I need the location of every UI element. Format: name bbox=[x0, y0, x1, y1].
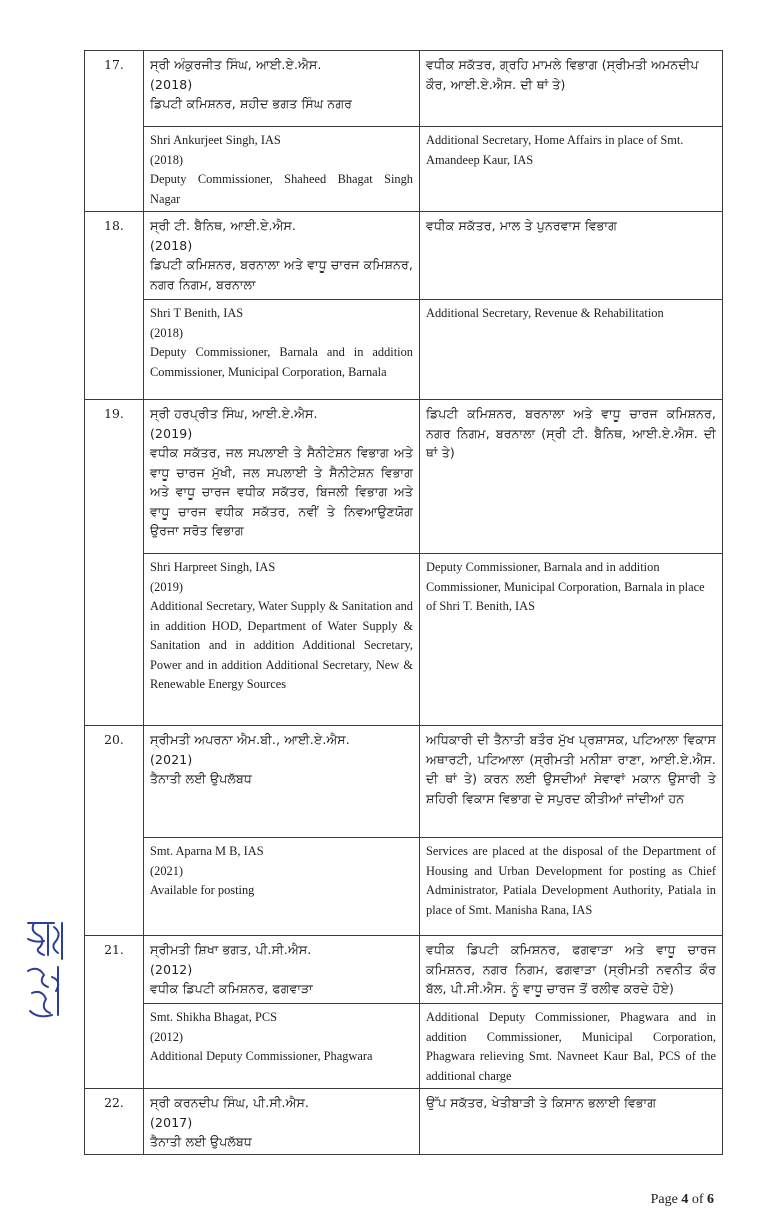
batch-year: (2019) bbox=[150, 579, 184, 594]
current-post: Additional Deputy Commissioner, Phagwara bbox=[150, 1049, 373, 1063]
new-posting-english: Additional Secretary, Home Affairs in place of Smt. Amandeep Kaur, IAS bbox=[420, 127, 723, 212]
officer-name-punjabi bbox=[144, 51, 420, 127]
officer-name: Shri Harpreet Singh, IAS bbox=[150, 560, 276, 574]
batch-year: (2021) bbox=[150, 751, 193, 767]
table-row bbox=[85, 400, 723, 554]
officer-name-punjabi bbox=[144, 936, 420, 1004]
batch-year: (2021) bbox=[150, 863, 184, 878]
batch-year: (2012) bbox=[150, 1029, 184, 1044]
new-posting-punjabi: ਉੱਪ ਸਕੱਤਰ, ਖੇਤੀਬਾੜੀ ਤੇ ਕਿਸਾਨ ਭਲਾਈ ਵਿਭਾਗ bbox=[420, 1089, 723, 1155]
officer-name-punjabi bbox=[144, 400, 420, 554]
serial-number: 22. bbox=[85, 1089, 144, 1155]
table-row bbox=[85, 51, 723, 127]
serial-number: 21. bbox=[85, 936, 144, 1089]
transfer-orders-table bbox=[84, 50, 723, 1155]
serial-number: 20. bbox=[85, 726, 144, 936]
transfer-rows bbox=[85, 51, 723, 1155]
officer-name-punjabi bbox=[144, 726, 420, 838]
officer-name-english bbox=[144, 838, 420, 936]
officer-name: ਸ੍ਰੀ ਹਰਪ੍ਰੀਤ ਸਿੰਘ, ਆਈ.ਏ.ਐਸ. bbox=[150, 406, 318, 421]
new-posting-punjabi: ਡਿਪਟੀ ਕਮਿਸ਼ਨਰ, ਬਰਨਾਲਾ ਅਤੇ ਵਾਧੂ ਚਾਰਜ ਕਮਿਸ਼ਨਰ, ਨਗਰ ਨਿਗਮ, ਬਰਨਾਲਾ (ਸ੍ਰੀ ਟੀ. ਬੈਨਿਥ, ਆਈ.ਏ.ਐਸ. ਦੀ ਥਾਂ ਤੇ) bbox=[420, 400, 723, 554]
table-row bbox=[85, 1004, 723, 1089]
batch-year: (2018) bbox=[150, 152, 184, 167]
officer-name: Smt. Shikha Bhagat, PCS bbox=[150, 1010, 278, 1024]
batch-year: (2019) bbox=[150, 425, 193, 441]
current-post: Additional Secretary, Water Supply & Sanitation and in addition HOD, Department of Water Supply & Sanitation and in addition Additional Secretary, Power and in addition Additional Secretary, New & Renewable Energy Sources bbox=[150, 599, 413, 691]
new-posting-punjabi: ਵਧੀਕ ਡਿਪਟੀ ਕਮਿਸ਼ਨਰ, ਫਗਵਾੜਾ ਅਤੇ ਵਾਧੂ ਚਾਰਜ ਕਮਿਸ਼ਨਰ, ਨਗਰ ਨਿਗਮ, ਫਗਵਾੜਾ (ਸ੍ਰੀਮਤੀ ਨਵਨੀਤ ਕੌਰ ਬੱਲ, ਪੀ.ਸੀ.ਐਸ. ਨੂੰ ਵਾਧੂ ਚਾਰਜ ਤੋਂ ਰਲੀਵ ਕਰਦੇ ਹੋਏ) bbox=[420, 936, 723, 1004]
new-posting-english: Services are placed at the disposal of the Department of Housing and Urban Development for posting as Chief Administrator, Patiala Development Authority, Patiala in place of Smt. Manisha Rana, IAS bbox=[420, 838, 723, 936]
officer-name-punjabi bbox=[144, 212, 420, 300]
current-post: Deputy Commissioner, Shaheed Bhagat Singh Nagar bbox=[150, 172, 413, 206]
officer-name: ਸ੍ਰੀ ਕਰਨਦੀਪ ਸਿੰਘ, ਪੀ.ਸੀ.ਐਸ. bbox=[150, 1095, 310, 1110]
batch-year: (2012) bbox=[150, 961, 193, 977]
table-row bbox=[85, 127, 723, 212]
new-posting-english: Additional Secretary, Revenue & Rehabilitation bbox=[420, 300, 723, 400]
batch-year: (2018) bbox=[150, 237, 193, 253]
page-footer bbox=[651, 1192, 714, 1208]
table-row bbox=[85, 838, 723, 936]
serial-number: 19. bbox=[85, 400, 144, 726]
officer-name-punjabi bbox=[144, 1089, 420, 1155]
officer-name-english bbox=[144, 554, 420, 726]
officer-name: ਸ੍ਰੀਮਤੀ ਅਪਰਨਾ ਐਮ.ਬੀ., ਆਈ.ਏ.ਐਸ. bbox=[150, 732, 350, 747]
current-post: ਤੈਨਾਤੀ ਲਈ ਉਪਲੱਬਧ bbox=[150, 771, 252, 786]
current-post: ਡਿਪਟੀ ਕਮਿਸ਼ਨਰ, ਬਰਨਾਲਾ ਅਤੇ ਵਾਧੂ ਚਾਰਜ ਕਮਿਸ਼ਨਰ, ਨਗਰ ਨਿਗਮ, ਬਰਨਾਲਾ bbox=[150, 257, 413, 292]
serial-number: 17. bbox=[85, 51, 144, 212]
batch-year: (2018) bbox=[150, 325, 184, 340]
page-label: Page bbox=[650, 1192, 682, 1207]
officer-name: Smt. Aparna M B, IAS bbox=[150, 844, 264, 858]
table-row bbox=[85, 936, 723, 1004]
batch-year: (2017) bbox=[150, 1114, 193, 1130]
current-post: Available for posting bbox=[150, 883, 255, 897]
officer-name: Shri Ankurjeet Singh, IAS bbox=[150, 133, 281, 147]
current-post: ਡਿਪਟੀ ਕਮਿਸ਼ਨਰ, ਸ਼ਹੀਦ ਭਗਤ ਸਿੰਘ ਨਗਰ bbox=[150, 96, 353, 111]
total-pages-number: 6 bbox=[707, 1192, 714, 1207]
current-post: ਵਧੀਕ ਡਿਪਟੀ ਕਮਿਸ਼ਨਰ, ਫਗਵਾੜਾ bbox=[150, 981, 313, 996]
current-post: Deputy Commissioner, Barnala and in addition Commissioner, Municipal Corporation, Barnala bbox=[150, 345, 413, 379]
table-row bbox=[85, 726, 723, 838]
new-posting-punjabi: ਵਧੀਕ ਸਕੱਤਰ, ਗ੍ਰਹਿ ਮਾਮਲੇ ਵਿਭਾਗ (ਸ੍ਰੀਮਤੀ ਅਮਨਦੀਪ ਕੌਰ, ਆਈ.ਏ.ਐਸ. ਦੀ ਥਾਂ ਤੇ) bbox=[420, 51, 723, 127]
officer-name: ਸ੍ਰੀ ਅੰਕੁਰਜੀਤ ਸਿੰਘ, ਆਈ.ਏ.ਐਸ. bbox=[150, 57, 322, 72]
officer-name-english bbox=[144, 127, 420, 212]
page-of-label: of bbox=[688, 1192, 707, 1207]
current-post: ਤੈਨਾਤੀ ਲਈ ਉਪਲੱਬਧ bbox=[150, 1134, 252, 1149]
new-posting-punjabi: ਵਧੀਕ ਸਕੱਤਰ, ਮਾਲ ਤੇ ਪੁਨਰਵਾਸ ਵਿਭਾਗ bbox=[420, 212, 723, 300]
signature bbox=[18, 915, 78, 1025]
officer-name: ਸ੍ਰੀਮਤੀ ਸ਼ਿਖਾ ਭਗਤ, ਪੀ.ਸੀ.ਐਸ. bbox=[150, 942, 312, 957]
table-row bbox=[85, 300, 723, 400]
officer-name: ਸ੍ਰੀ ਟੀ. ਬੈਨਿਥ, ਆਈ.ਏ.ਐਸ. bbox=[150, 218, 297, 233]
current-post: ਵਧੀਕ ਸਕੱਤਰ, ਜਲ ਸਪਲਾਈ ਤੇ ਸੈਨੀਟੇਸ਼ਨ ਵਿਭਾਗ ਅਤੇ ਵਾਧੂ ਚਾਰਜ ਮੁੱਖੀ, ਜਲ ਸਪਲਾਈ ਤੇ ਸੈਨੀਟੇਸ਼ਨ ਵਿਭਾਗ ਅਤੇ ਵਾਧੂ ਚਾਰਜ ਵਧੀਕ ਸਕੱਤਰ, ਬਿਜਲੀ ਵਿਭਾਗ ਅਤੇ ਵਾਧੂ ਚਾਰਜ ਵਧੀਕ ਸਕੱਤਰ, ਨਵੀਂ ਤੇ ਨਿਵਆਉਣਯੋਗ ਉਰਜਾ ਸਰੋਤ ਵਿਭਾਗ bbox=[150, 445, 413, 538]
table-row bbox=[85, 212, 723, 300]
new-posting-english: Deputy Commissioner, Barnala and in addition Commissioner, Municipal Corporation, Barnala in place of Shri T. Benith, IAS bbox=[420, 554, 723, 726]
new-posting-punjabi: ਅਧਿਕਾਰੀ ਦੀ ਤੈਨਾਤੀ ਬਤੌਰ ਮੁੱਖ ਪ੍ਰਸ਼ਾਸਕ, ਪਟਿਆਲਾ ਵਿਕਾਸ ਅਥਾਰਟੀ, ਪਟਿਆਲਾ (ਸ੍ਰੀਮਤੀ ਮਨੀਸ਼ਾ ਰਾਣਾ, ਆਈ.ਏ.ਐਸ. ਦੀ ਥਾਂ ਤੇ) ਕਰਨ ਲਈ ਉਸਦੀਆਂ ਸੇਵਾਵਾਂ ਮਕਾਨ ਉਸਾਰੀ ਤੇ ਸ਼ਹਿਰੀ ਵਿਕਾਸ ਵਿਭਾਗ ਦੇ ਸਪੁਰਦ ਕੀਤੀਆਂ ਜਾਂਦੀਆਂ ਹਨ bbox=[420, 726, 723, 838]
batch-year: (2018) bbox=[150, 76, 193, 92]
officer-name-english bbox=[144, 300, 420, 400]
table-row bbox=[85, 1089, 723, 1155]
officer-name-english bbox=[144, 1004, 420, 1089]
table-row bbox=[85, 554, 723, 726]
serial-number: 18. bbox=[85, 212, 144, 400]
officer-name: Shri T Benith, IAS bbox=[150, 306, 244, 320]
current-page-number: 4 bbox=[681, 1192, 689, 1207]
new-posting-english: Additional Deputy Commissioner, Phagwara and in addition Commissioner, Municipal Corporation, Phagwara relieving Smt. Navneet Kaur Bal, PCS of the additional charge bbox=[420, 1004, 723, 1089]
